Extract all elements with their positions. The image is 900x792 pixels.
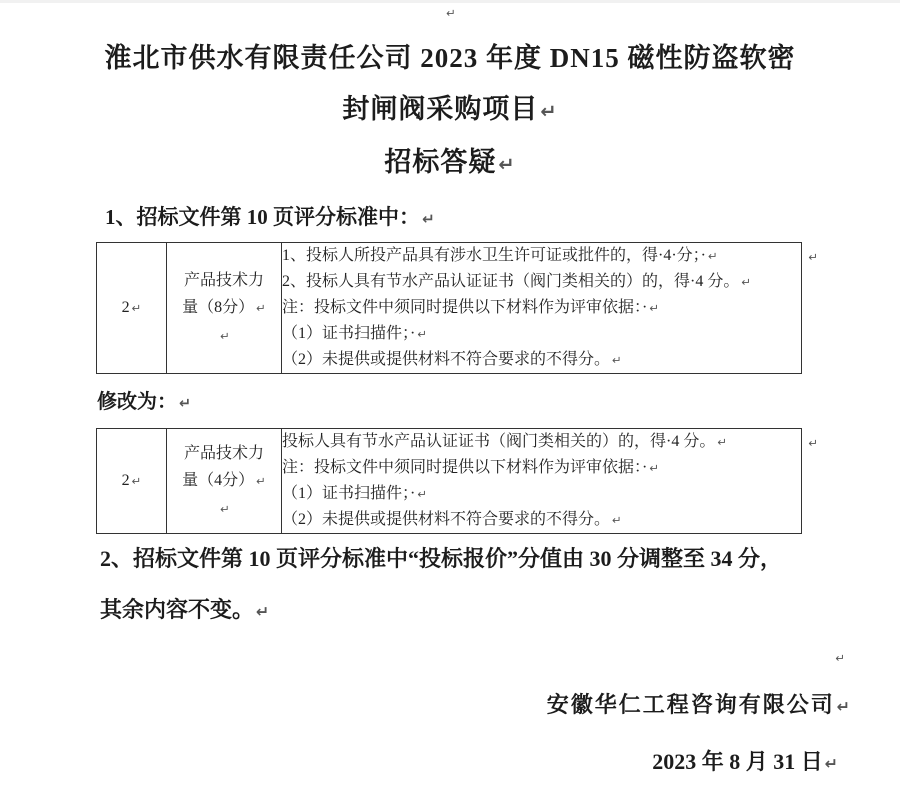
revised-criteria-table-wrap xyxy=(96,428,818,534)
title-line-2 xyxy=(0,84,900,137)
paragraph-mark-icon: ↵ xyxy=(422,210,435,228)
table-row xyxy=(97,243,802,374)
criteria-line: 注：投标文件中须同时提供以下材料作为评审依据：· ↵ xyxy=(282,299,659,316)
paragraph-mark-icon: ↵ xyxy=(741,275,751,289)
item-name-cell xyxy=(167,243,282,374)
paragraph-mark-icon: ↵ xyxy=(540,100,558,123)
row-number: 2 xyxy=(121,299,130,316)
original-criteria-table xyxy=(96,242,802,374)
paragraph-mark-icon: ↵ xyxy=(220,328,230,343)
item-name-empty-line xyxy=(167,495,281,523)
paragraph-mark-icon: ↵ xyxy=(612,513,622,527)
paragraph-mark-icon: ↵ xyxy=(256,300,266,315)
paragraph-mark-icon: ↵ xyxy=(179,396,192,412)
criteria-line: （1）证书扫描件；· ↵ xyxy=(282,485,427,502)
signature-date xyxy=(0,748,900,778)
criteria-cell xyxy=(282,429,802,534)
question-1-text: 1、招标文件第 10 页评分标准中： xyxy=(105,205,420,229)
paragraph-mark-icon: ↵ xyxy=(131,301,142,315)
criteria-line: 1、投标人所投产品具有涉水卫生许可证或批件的，得·4·分；· ↵ xyxy=(282,247,718,264)
criteria-cell xyxy=(282,243,802,374)
paragraph-mark-icon: ↵ xyxy=(824,754,838,773)
document-title xyxy=(0,33,900,190)
row-number-cell xyxy=(97,429,167,534)
paragraph-mark-icon: ↵ xyxy=(256,473,266,488)
criteria-line: （2）未提供或提供材料不符合要求的不得分。 ↵ xyxy=(282,351,622,368)
paragraph-mark-icon: ↵ xyxy=(808,250,818,264)
item-name-line-1: 产品技术力 xyxy=(183,444,264,462)
question-2-heading-line-1 xyxy=(100,546,900,572)
question-2-text-2: 其余内容不变。 xyxy=(100,597,255,622)
paragraph-mark-icon: ↵ xyxy=(708,249,718,263)
paragraph-mark-icon: ↵ xyxy=(836,697,852,716)
paragraph-mark-icon: ↵ xyxy=(649,461,659,475)
revised-criteria-table xyxy=(96,428,802,534)
paragraph-mark-icon: ↵ xyxy=(835,651,845,665)
question-2-text-1: 2、招标文件第 10 页评分标准中“投标报价”分值由 30 分调整至 34 分， xyxy=(100,546,783,571)
criteria-line: 注：投标文件中须同时提供以下材料作为评审依据：· ↵ xyxy=(282,459,659,476)
item-name-line-2: 量（8分） ↵ xyxy=(182,298,266,316)
question-2-heading-line-2 xyxy=(100,597,900,625)
paragraph-mark-icon: ↵ xyxy=(417,487,427,501)
signature-company xyxy=(0,691,900,721)
modify-text: 修改为： xyxy=(97,391,177,413)
paragraph-mark-icon: ↵ xyxy=(808,436,818,450)
paragraph-mark-icon: ↵ xyxy=(131,474,142,488)
table-row xyxy=(97,429,802,534)
paragraph-mark-icon: ↵ xyxy=(256,602,270,621)
paragraph-mark-icon: ↵ xyxy=(498,153,516,176)
item-name-line-2: 量（4分） ↵ xyxy=(182,471,266,489)
company-name: 安徽华仁工程咨询有限公司 xyxy=(546,692,835,717)
empty-paragraph xyxy=(0,3,900,23)
criteria-line: （1）证书扫描件；· ↵ xyxy=(282,325,427,342)
criteria-line: 2、投标人具有节水产品认证证书（阀门类相关的）的，得·4 分。 ↵ xyxy=(282,273,751,290)
original-criteria-table-wrap xyxy=(96,242,818,374)
title-text-1: 淮北市供水有限责任公司 2023 年度 DN15 磁性防盗软密 xyxy=(104,43,796,73)
paragraph-mark-icon: ↵ xyxy=(220,501,230,516)
item-name-empty-line xyxy=(167,322,281,350)
title-line-3 xyxy=(0,137,900,190)
paragraph-mark-icon: ↵ xyxy=(612,353,622,367)
empty-paragraph xyxy=(0,647,900,669)
title-text-2: 封闸阀采购项目 xyxy=(342,94,539,124)
title-line-1 xyxy=(0,33,900,84)
title-text-3: 招标答疑 xyxy=(384,147,497,177)
row-number-cell xyxy=(97,243,167,374)
paragraph-mark-icon: ↵ xyxy=(717,435,727,449)
paragraph-mark-icon: ↵ xyxy=(446,6,456,20)
item-name-cell xyxy=(167,429,282,534)
paragraph-mark-icon: ↵ xyxy=(649,301,659,315)
question-1-heading xyxy=(105,204,900,232)
criteria-line: （2）未提供或提供材料不符合要求的不得分。 ↵ xyxy=(282,511,622,528)
modify-heading xyxy=(97,389,900,417)
criteria-line: 投标人具有节水产品认证证书（阀门类相关的）的，得·4 分。 ↵ xyxy=(282,433,727,450)
row-number: 2 xyxy=(121,472,130,489)
item-name-line-1: 产品技术力 xyxy=(183,271,264,289)
date-text: 2023 年 8 月 31 日 xyxy=(652,749,823,774)
paragraph-mark-icon: ↵ xyxy=(417,327,427,341)
